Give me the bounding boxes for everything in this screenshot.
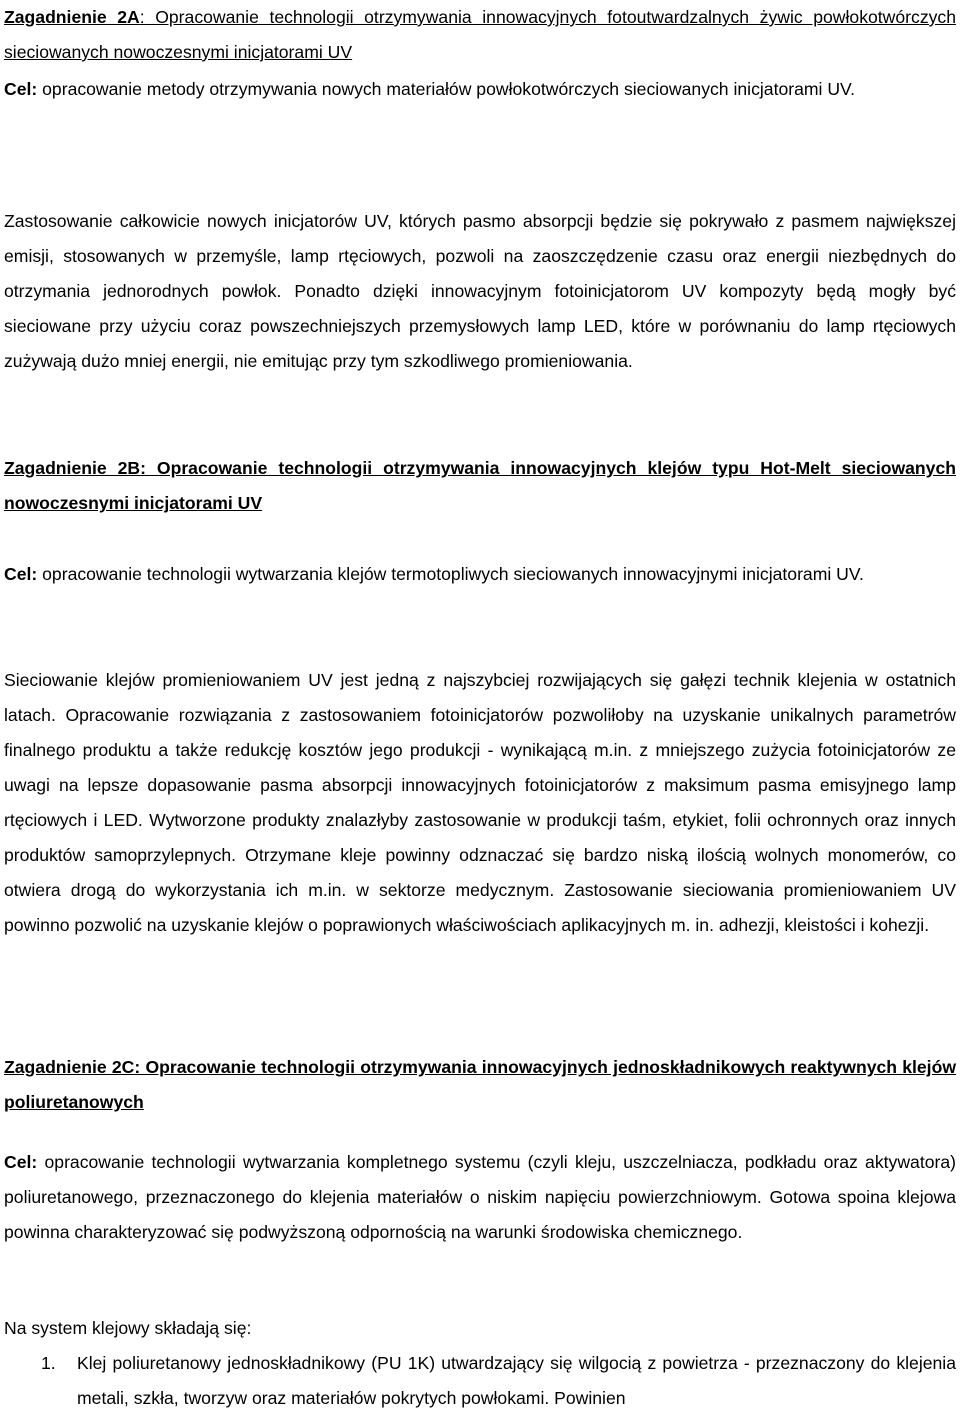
section-2b-title-rest: : Opracowanie technologii otrzymywania innowacyjnych klejów typu Hot-Melt sieciowanych nowoczesnymi inicjatorami UV	[4, 458, 956, 513]
section-2c-title-prefix: Zagadnienie 2C	[4, 1057, 135, 1077]
section-2c-goal-label: Cel:	[4, 1152, 38, 1172]
section-2a-title-prefix: Zagadnienie 2A	[4, 7, 140, 27]
section-2c-list	[4, 1346, 956, 1411]
section-2a-title	[4, 0, 956, 70]
section-2a-body: Zastosowanie całkowicie nowych inicjatorów UV, których pasmo absorpcji będzie się pokrywało z pasmem największej emisji, stosowanych w przemyśle, lamp rtęciowych, pozwoli na zaoszczędzenie czasu oraz energii niezbędnych do otrzymania jednorodnych powłok. Ponadto dzięki innowacyjnym fotoinicjatorom UV kompozyty będą mogły być sieciowane przy użyciu coraz powszechniejszych przemysłowych lamp LED, które w porównaniu do lamp rtęciowych zużywają dużo mniej energii, nie emitując przy tym szkodliwego promieniowania.	[4, 211, 956, 371]
section-2b-goal-text: opracowanie technologii wytwarzania klejów termotopliwych sieciowanych innowacyjnymi inicjatorami UV.	[37, 564, 864, 584]
section-2b-goal-label: Cel:	[4, 564, 38, 584]
section-2b-title-prefix: Zagadnienie 2B	[4, 458, 141, 478]
section-2a-goal-text: opracowanie metody otrzymywania nowych materiałów powłokotwórczych sieciowanych inicjatorami UV.	[37, 79, 856, 99]
section-2a-title-rest: : Opracowanie technologii otrzymywania innowacyjnych fotoutwardzalnych żywic powłokotwórczych sieciowanych nowoczesnymi inicjatorami UV	[4, 7, 957, 62]
section-2b-title	[4, 451, 956, 521]
section-2c-list-intro: Na system klejowy składają się:	[4, 1318, 252, 1338]
section-2a-goal-label: Cel:	[4, 79, 38, 99]
list-item	[4, 1346, 956, 1411]
section-2c-goal-text: opracowanie technologii wytwarzania kompletnego systemu (czyli kleju, uszczelniacza, podkładu oraz aktywatora) poliuretanowego, przeznaczonego do klejenia materiałów o niskim napięciu powierzchniowym. Gotowa spoina klejowa powinna charakteryzować się podwyższoną odpornością na warunki środowiska chemicznego.	[4, 1152, 956, 1242]
section-2c-goal	[4, 1145, 956, 1250]
list-item-text: Klej poliuretanowy jednoskładnikowy (PU 1K) utwardzający się wilgocią z powietrza - przeznaczony do klejenia metali, szkła, tworzyw oraz materiałów pokrytych powłokami. Powinien	[77, 1353, 956, 1408]
list-item-number: 1.	[41, 1353, 56, 1373]
section-2b-body: Sieciowanie klejów promieniowaniem UV jest jedną z najszybciej rozwijających się gałęzi technik klejenia w ostatnich latach. Opracowanie rozwiązania z zastosowaniem fotoinicjatorów pozwoliłoby na uzyskanie unikalnych parametrów finalnego produktu a także redukcję kosztów jego produkcji - wynikającą m.in. z mniejszego zużycia fotoinicjatorów ze uwagi na lepsze dopasowanie pasma absorpcji innowacyjnych fotoinicjatorów z maksimum pasma emisyjnego lamp rtęciowych i LED. Wytworzone produkty znalazłyby zastosowanie w produkcji taśm, etykiet, folii ochronnych oraz innych produktów samoprzylepnych. Otrzymane kleje powinny odznaczać się bardzo niską ilością wolnych monomerów, co otwiera drogą do wykorzystania ich m.in. w sektorze medycznym. Zastosowanie sieciowania promieniowaniem UV powinno pozwolić na uzyskanie klejów o poprawionych właściwościach aplikacyjnych m. in. adhezji, kleistości i kohezji.	[4, 670, 956, 935]
section-2b-goal	[4, 557, 956, 592]
section-2c-title	[4, 1050, 956, 1120]
section-2a-goal	[4, 72, 956, 107]
section-2c-title-rest: : Opracowanie technologii otrzymywania innowacyjnych jednoskładnikowych reaktywnych klejów poliuretanowych	[4, 1057, 957, 1112]
